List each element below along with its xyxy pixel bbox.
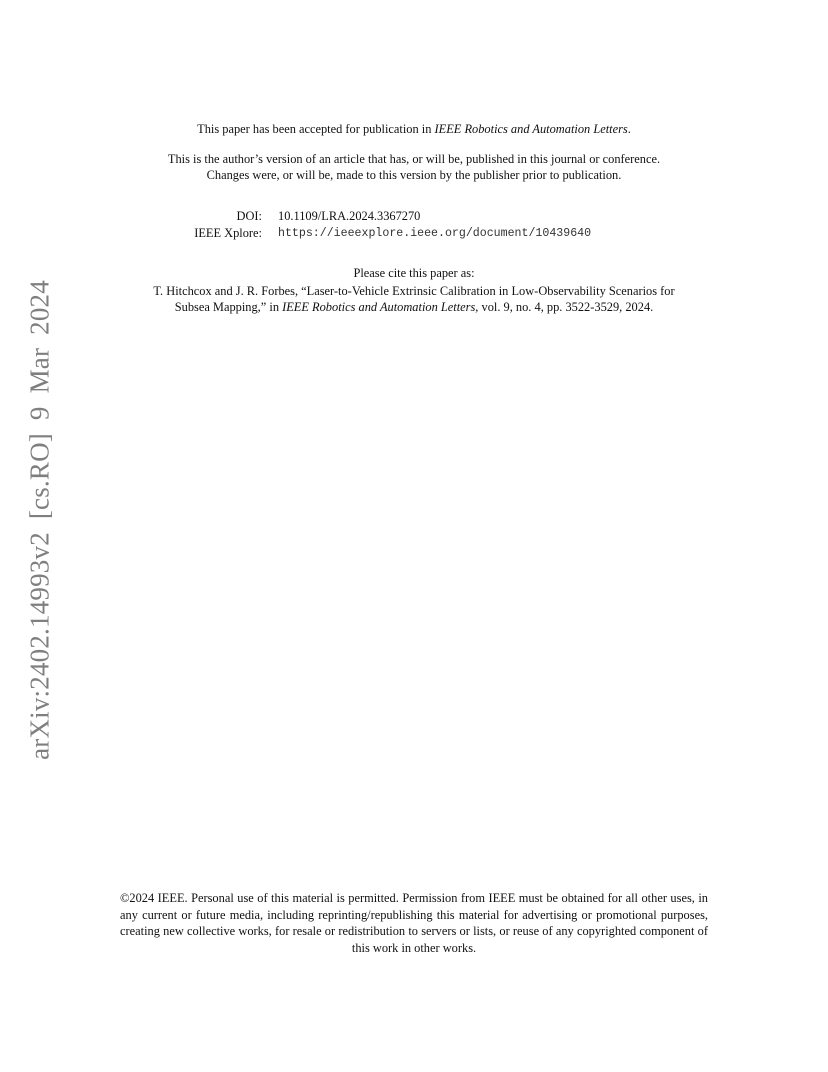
acceptance-suffix: . bbox=[627, 122, 631, 136]
arxiv-identifier-stamp: arXiv:2402.14993v2 [cs.RO] 9 Mar 2024 bbox=[24, 280, 55, 760]
citation-line-2 bbox=[0, 299, 828, 315]
citation-line-1: T. Hitchcox and J. R. Forbes, “Laser-to-Vehicle Extrinsic Calibration in Low-Observability Scenarios for bbox=[153, 284, 675, 298]
citation-header: Please cite this paper as: bbox=[353, 266, 475, 280]
copyright-notice: ©2024 IEEE. Personal use of this material is permitted. Permission from IEEE must be obtained for all other uses, in any current or future media, including reprinting/republishing this material for advertising or promotional purposes, creating new collective works, for resale or redistribution to servers or lists, or reuse of any copyrighted component of this work in other works. bbox=[120, 891, 708, 955]
acceptance-journal: IEEE Robotics and Automation Letters bbox=[434, 122, 628, 136]
xplore-link[interactable]: https://ieeexplore.ieee.org/document/10439640 bbox=[278, 227, 592, 240]
xplore-row bbox=[150, 225, 591, 242]
acceptance-prefix: This paper has been accepted for publication in bbox=[197, 122, 435, 136]
acceptance-notice bbox=[0, 121, 828, 137]
identifiers-table bbox=[150, 208, 591, 242]
citation-line-2-suffix: , vol. 9, no. 4, pp. 3522-3529, 2024. bbox=[475, 300, 654, 314]
doi-value[interactable]: 10.1109/LRA.2024.3367270 bbox=[278, 209, 421, 223]
doi-row bbox=[150, 208, 591, 225]
citation-journal: IEEE Robotics and Automation Letters bbox=[282, 300, 476, 314]
xplore-label: IEEE Xplore: bbox=[194, 226, 262, 240]
doi-label: DOI: bbox=[236, 209, 262, 223]
authors-version-line-1: This is the author’s version of an article that has, or will be, published in this journal or conference. bbox=[167, 152, 661, 166]
citation-line-2-prefix: Subsea Mapping,” in bbox=[174, 300, 283, 314]
authors-version-line-2: Changes were, or will be, made to this version by the publisher prior to publication. bbox=[206, 168, 622, 182]
